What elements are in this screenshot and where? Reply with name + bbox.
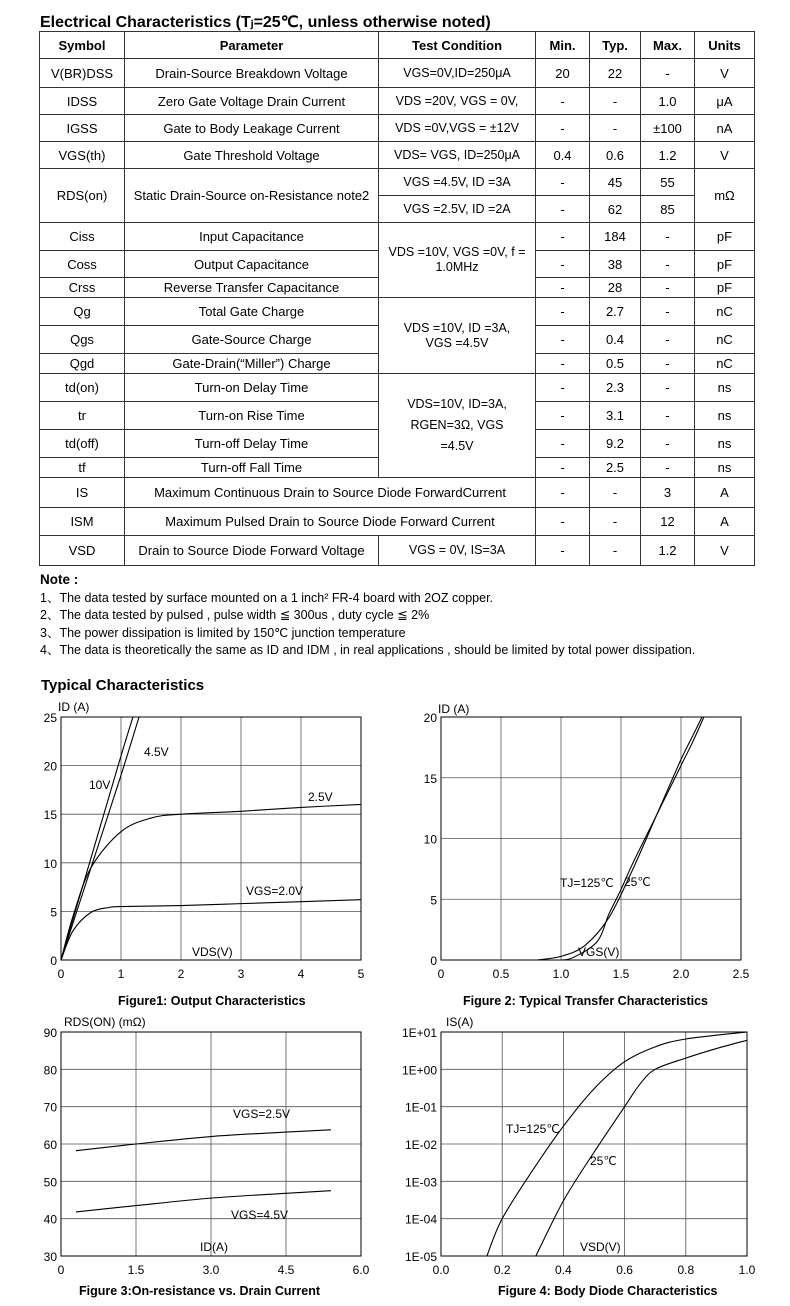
series-label: TJ=125℃ bbox=[560, 876, 614, 890]
cell-parameter: Turn-off Delay Time bbox=[125, 430, 379, 458]
cell-min: 20 bbox=[536, 59, 590, 88]
cell-parameter: Drain-Source Breakdown Voltage bbox=[125, 59, 379, 88]
cell-symbol: tf bbox=[40, 458, 125, 478]
y-tick-label: 10 bbox=[423, 832, 437, 847]
cell-min: - bbox=[536, 458, 590, 478]
cell-symbol: IDSS bbox=[40, 88, 125, 115]
cell-unit: V bbox=[695, 59, 755, 88]
x-tick-label: 1.0 bbox=[738, 1263, 756, 1277]
cell-min: - bbox=[536, 354, 590, 374]
y-tick-label: 40 bbox=[43, 1212, 57, 1227]
cell-max: 3 bbox=[641, 478, 695, 508]
cell-unit: ns bbox=[695, 458, 755, 478]
cell-parameter: Drain to Source Diode Forward Voltage bbox=[125, 536, 379, 566]
cell-condition: VDS =10V, VGS =0V, f = 1.0MHz bbox=[379, 223, 536, 298]
note-item: 2、The data tested by pulsed , pulse width ≦ 300us , duty cycle ≦ 2% bbox=[40, 608, 430, 622]
col-max: Max. bbox=[641, 32, 695, 59]
y-tick-label: 5 bbox=[430, 893, 437, 908]
cell-min: - bbox=[536, 430, 590, 458]
cell-min: - bbox=[536, 478, 590, 508]
series-line bbox=[61, 804, 361, 960]
y-axis-label: RDS(ON) (mΩ) bbox=[64, 1015, 146, 1029]
cell-typ: 9.2 bbox=[590, 430, 641, 458]
y-tick-label: 15 bbox=[423, 771, 437, 786]
y-tick-label: 80 bbox=[43, 1063, 57, 1078]
col-typ: Typ. bbox=[590, 32, 641, 59]
series-label: TJ=125℃ bbox=[506, 1122, 560, 1136]
cell-typ: 38 bbox=[590, 251, 641, 278]
cell-parameter: Turn-on Delay Time bbox=[125, 374, 379, 402]
series-label: 25℃ bbox=[624, 875, 651, 889]
y-tick-label: 70 bbox=[43, 1100, 57, 1115]
notes-heading: Note : bbox=[40, 572, 79, 587]
cell-symbol: RDS(on) bbox=[40, 169, 125, 223]
figure1-caption: Figure1: Output Characteristics bbox=[118, 994, 306, 1008]
y-tick-label: 5 bbox=[50, 905, 57, 920]
x-tick-label: 1.5 bbox=[612, 967, 630, 981]
cell-min: - bbox=[536, 326, 590, 354]
y-tick-label: 1E+00 bbox=[401, 1063, 437, 1078]
y-axis-label: ID (A) bbox=[58, 700, 90, 714]
cell-typ: 62 bbox=[590, 196, 641, 223]
series-label: VGS=2.5V bbox=[233, 1107, 291, 1121]
series-label: VGS=2.0V bbox=[246, 884, 304, 898]
series-line bbox=[536, 1040, 747, 1256]
x-tick-label: 4.5 bbox=[277, 1263, 295, 1277]
cell-condition: VDS =10V, ID =3A, VGS =4.5V bbox=[379, 298, 536, 374]
y-tick-label: 50 bbox=[43, 1175, 57, 1190]
plot-frame bbox=[61, 717, 361, 960]
cell-parameter: Input Capacitance bbox=[125, 223, 379, 251]
x-tick-label: 2 bbox=[177, 967, 185, 981]
figure4-caption: Figure 4: Body Diode Characteristics bbox=[498, 1284, 718, 1298]
cell-max: - bbox=[641, 402, 695, 430]
cell-parameter: Turn-on Rise Time bbox=[125, 402, 379, 430]
cell-condition: VGS=0V,ID=250μA bbox=[379, 59, 536, 88]
x-tick-label: 4 bbox=[297, 967, 305, 981]
cell-unit: nA bbox=[695, 115, 755, 142]
cell-min: - bbox=[536, 402, 590, 430]
x-tick-label: 5 bbox=[357, 967, 365, 981]
cell-unit: pF bbox=[695, 251, 755, 278]
cell-min: - bbox=[536, 298, 590, 326]
cell-parameter: Maximum Continuous Drain to Source Diode ForwardCurrent bbox=[125, 478, 536, 508]
x-tick-label: 0 bbox=[57, 967, 65, 981]
cell-symbol: Coss bbox=[40, 251, 125, 278]
cell-parameter: Zero Gate Voltage Drain Current bbox=[125, 88, 379, 115]
series-line bbox=[76, 1191, 331, 1212]
y-tick-label: 1E+01 bbox=[401, 1026, 437, 1040]
y-axis-label: IS(A) bbox=[446, 1015, 474, 1029]
cell-typ: 2.3 bbox=[590, 374, 641, 402]
cell-typ: - bbox=[590, 115, 641, 142]
cell-max: - bbox=[641, 374, 695, 402]
cell-symbol: V(BR)DSS bbox=[40, 59, 125, 88]
cell-typ: - bbox=[590, 478, 641, 508]
col-min: Min. bbox=[536, 32, 590, 59]
x-tick-label: 0.4 bbox=[555, 1263, 572, 1277]
x-axis-label: VDS(V) bbox=[192, 945, 233, 959]
y-tick-label: 0 bbox=[430, 954, 437, 968]
y-tick-label: 1E-04 bbox=[404, 1212, 437, 1227]
cell-unit: mΩ bbox=[695, 169, 755, 223]
y-tick-label: 15 bbox=[43, 808, 57, 823]
cell-min: 0.4 bbox=[536, 142, 590, 169]
cell-unit: A bbox=[695, 478, 755, 508]
series-label: 2.5V bbox=[308, 790, 333, 804]
cell-unit: nC bbox=[695, 354, 755, 374]
cell-condition: VDS=10V, ID=3A, RGEN=3Ω, VGS =4.5V bbox=[379, 374, 536, 478]
cell-min: - bbox=[536, 223, 590, 251]
cell-min: - bbox=[536, 88, 590, 115]
cell-min: - bbox=[536, 536, 590, 566]
cell-typ: 0.4 bbox=[590, 326, 641, 354]
y-tick-label: 60 bbox=[43, 1138, 57, 1152]
cell-unit: ns bbox=[695, 430, 755, 458]
cell-typ: 0.5 bbox=[590, 354, 641, 374]
cell-parameter: Gate-Drain(“Miller”) Charge bbox=[125, 354, 379, 374]
x-tick-label: 0.0 bbox=[432, 1263, 450, 1277]
cell-max: - bbox=[641, 59, 695, 88]
cell-symbol: IGSS bbox=[40, 115, 125, 142]
cell-max: ±100 bbox=[641, 115, 695, 142]
y-tick-label: 0 bbox=[50, 954, 57, 968]
cell-typ: 184 bbox=[590, 223, 641, 251]
cell-max: - bbox=[641, 251, 695, 278]
cell-min: - bbox=[536, 169, 590, 196]
x-tick-label: 1 bbox=[117, 967, 125, 981]
cell-condition: VDS= VGS, ID=250μA bbox=[379, 142, 536, 169]
cell-parameter: Maximum Pulsed Drain to Source Diode Forward Current bbox=[125, 508, 536, 536]
cell-condition: VGS =4.5V, ID =3A bbox=[379, 169, 536, 196]
cell-symbol: VGS(th) bbox=[40, 142, 125, 169]
cell-max: 12 bbox=[641, 508, 695, 536]
series-label: 4.5V bbox=[144, 745, 169, 759]
cell-max: - bbox=[641, 278, 695, 298]
x-tick-label: 3.0 bbox=[202, 1263, 220, 1277]
y-tick-label: 1E-02 bbox=[404, 1138, 437, 1152]
col-symbol: Symbol bbox=[40, 32, 125, 59]
x-tick-label: 3 bbox=[237, 967, 245, 981]
figure2-caption: Figure 2: Typical Transfer Characteristics bbox=[463, 994, 709, 1008]
x-tick-label: 6.0 bbox=[352, 1263, 370, 1277]
cell-min: - bbox=[536, 374, 590, 402]
series-line bbox=[61, 698, 139, 960]
cell-symbol: tr bbox=[40, 402, 125, 430]
cell-min: - bbox=[536, 251, 590, 278]
x-tick-label: 1.5 bbox=[127, 1263, 145, 1277]
x-tick-label: 0.5 bbox=[492, 967, 510, 981]
cell-typ: 3.1 bbox=[590, 402, 641, 430]
cell-max: - bbox=[641, 326, 695, 354]
y-tick-label: 1E-03 bbox=[404, 1175, 437, 1190]
y-tick-label: 20 bbox=[423, 711, 437, 725]
cell-unit: A bbox=[695, 508, 755, 536]
series-label: VGS=4.5V bbox=[231, 1208, 289, 1222]
cell-condition: VGS = 0V, IS=3A bbox=[379, 536, 536, 566]
cell-typ: 28 bbox=[590, 278, 641, 298]
y-tick-label: 1E-01 bbox=[404, 1100, 437, 1115]
cell-max: - bbox=[641, 223, 695, 251]
cell-unit: nC bbox=[695, 326, 755, 354]
cell-symbol: td(on) bbox=[40, 374, 125, 402]
cell-parameter: Reverse Transfer Capacitance bbox=[125, 278, 379, 298]
y-tick-label: 10 bbox=[43, 856, 57, 871]
cell-unit: pF bbox=[695, 223, 755, 251]
x-tick-label: 0.2 bbox=[493, 1263, 511, 1277]
x-tick-label: 2.0 bbox=[672, 967, 690, 981]
cell-symbol: VSD bbox=[40, 536, 125, 566]
x-axis-label: VSD(V) bbox=[580, 1240, 621, 1254]
x-tick-label: 1.0 bbox=[552, 967, 570, 981]
cell-parameter: Turn-off Fall Time bbox=[125, 458, 379, 478]
col-test-condition: Test Condition bbox=[379, 32, 536, 59]
cell-unit: ns bbox=[695, 374, 755, 402]
note-item: 1、The data tested by surface mounted on a 1 inch² FR-4 board with 2OZ copper. bbox=[40, 590, 494, 605]
cell-symbol: Qgd bbox=[40, 354, 125, 374]
cell-max: 1.2 bbox=[641, 536, 695, 566]
cell-symbol: ISM bbox=[40, 508, 125, 536]
cell-symbol: Qgs bbox=[40, 326, 125, 354]
cell-max: - bbox=[641, 298, 695, 326]
cell-unit: μA bbox=[695, 88, 755, 115]
series-label: 25℃ bbox=[590, 1154, 617, 1168]
cell-typ: 0.6 bbox=[590, 142, 641, 169]
cell-min: - bbox=[536, 508, 590, 536]
series-line bbox=[61, 698, 145, 960]
cell-parameter: Gate-Source Charge bbox=[125, 326, 379, 354]
cell-max: - bbox=[641, 354, 695, 374]
x-axis-label: ID(A) bbox=[200, 1240, 228, 1254]
note-item: 4、The data is theoretically the same as ID and IDM , in real applications , should be limited by total power dissipation. bbox=[40, 643, 696, 657]
y-tick-label: 25 bbox=[43, 711, 57, 725]
cell-max: 55 bbox=[641, 169, 695, 196]
page-title: Electrical Characteristics (Tⱼ=25℃, unless otherwise noted) bbox=[40, 14, 491, 31]
cell-symbol: Crss bbox=[40, 278, 125, 298]
col-parameter: Parameter bbox=[125, 32, 379, 59]
cell-symbol: Qg bbox=[40, 298, 125, 326]
cell-parameter: Gate Threshold Voltage bbox=[125, 142, 379, 169]
x-tick-label: 0.6 bbox=[616, 1263, 633, 1277]
cell-min: - bbox=[536, 278, 590, 298]
x-axis-label: VGS(V) bbox=[578, 945, 620, 959]
y-tick-label: 20 bbox=[43, 759, 57, 774]
cell-parameter: Total Gate Charge bbox=[125, 298, 379, 326]
x-tick-label: 2.5 bbox=[732, 967, 750, 981]
y-tick-label: 30 bbox=[43, 1250, 57, 1264]
cell-typ: 2.5 bbox=[590, 458, 641, 478]
cell-symbol: IS bbox=[40, 478, 125, 508]
cell-max: 1.0 bbox=[641, 88, 695, 115]
cell-max: 85 bbox=[641, 196, 695, 223]
cell-typ: - bbox=[590, 508, 641, 536]
x-tick-label: 0.8 bbox=[677, 1263, 695, 1277]
cell-min: - bbox=[536, 196, 590, 223]
cell-parameter: Gate to Body Leakage Current bbox=[125, 115, 379, 142]
cell-condition: VDS =20V, VGS = 0V, bbox=[379, 88, 536, 115]
cell-min: - bbox=[536, 115, 590, 142]
y-axis-label: ID (A) bbox=[438, 702, 470, 716]
cell-parameter: Static Drain-Source on-Resistance note2 bbox=[125, 169, 379, 223]
cell-typ: - bbox=[590, 88, 641, 115]
cell-typ: 45 bbox=[590, 169, 641, 196]
cell-parameter: Output Capacitance bbox=[125, 251, 379, 278]
y-tick-label: 90 bbox=[43, 1026, 57, 1040]
cell-unit: pF bbox=[695, 278, 755, 298]
y-tick-label: 1E-05 bbox=[404, 1250, 437, 1264]
series-line bbox=[561, 715, 705, 960]
cell-typ: 2.7 bbox=[590, 298, 641, 326]
cell-symbol: td(off) bbox=[40, 430, 125, 458]
section-title: Typical Characteristics bbox=[41, 677, 205, 694]
cell-symbol: Ciss bbox=[40, 223, 125, 251]
x-tick-label: 0 bbox=[57, 1263, 65, 1277]
cell-max: - bbox=[641, 458, 695, 478]
cell-unit: V bbox=[695, 142, 755, 169]
cell-unit: ns bbox=[695, 402, 755, 430]
series-line bbox=[76, 1130, 331, 1151]
cell-condition: VDS =0V,VGS = ±12V bbox=[379, 115, 536, 142]
col-units: Units bbox=[695, 32, 755, 59]
cell-max: - bbox=[641, 430, 695, 458]
cell-unit: nC bbox=[695, 298, 755, 326]
figure3-caption: Figure 3:On-resistance vs. Drain Current bbox=[79, 1284, 321, 1298]
cell-typ: - bbox=[590, 536, 641, 566]
cell-typ: 22 bbox=[590, 59, 641, 88]
cell-condition: VGS =2.5V, ID =2A bbox=[379, 196, 536, 223]
cell-unit: V bbox=[695, 536, 755, 566]
series-label: 10V bbox=[89, 778, 111, 792]
x-tick-label: 0 bbox=[437, 967, 445, 981]
cell-max: 1.2 bbox=[641, 142, 695, 169]
note-item: 3、The power dissipation is limited by 150℃ junction temperature bbox=[40, 625, 406, 640]
